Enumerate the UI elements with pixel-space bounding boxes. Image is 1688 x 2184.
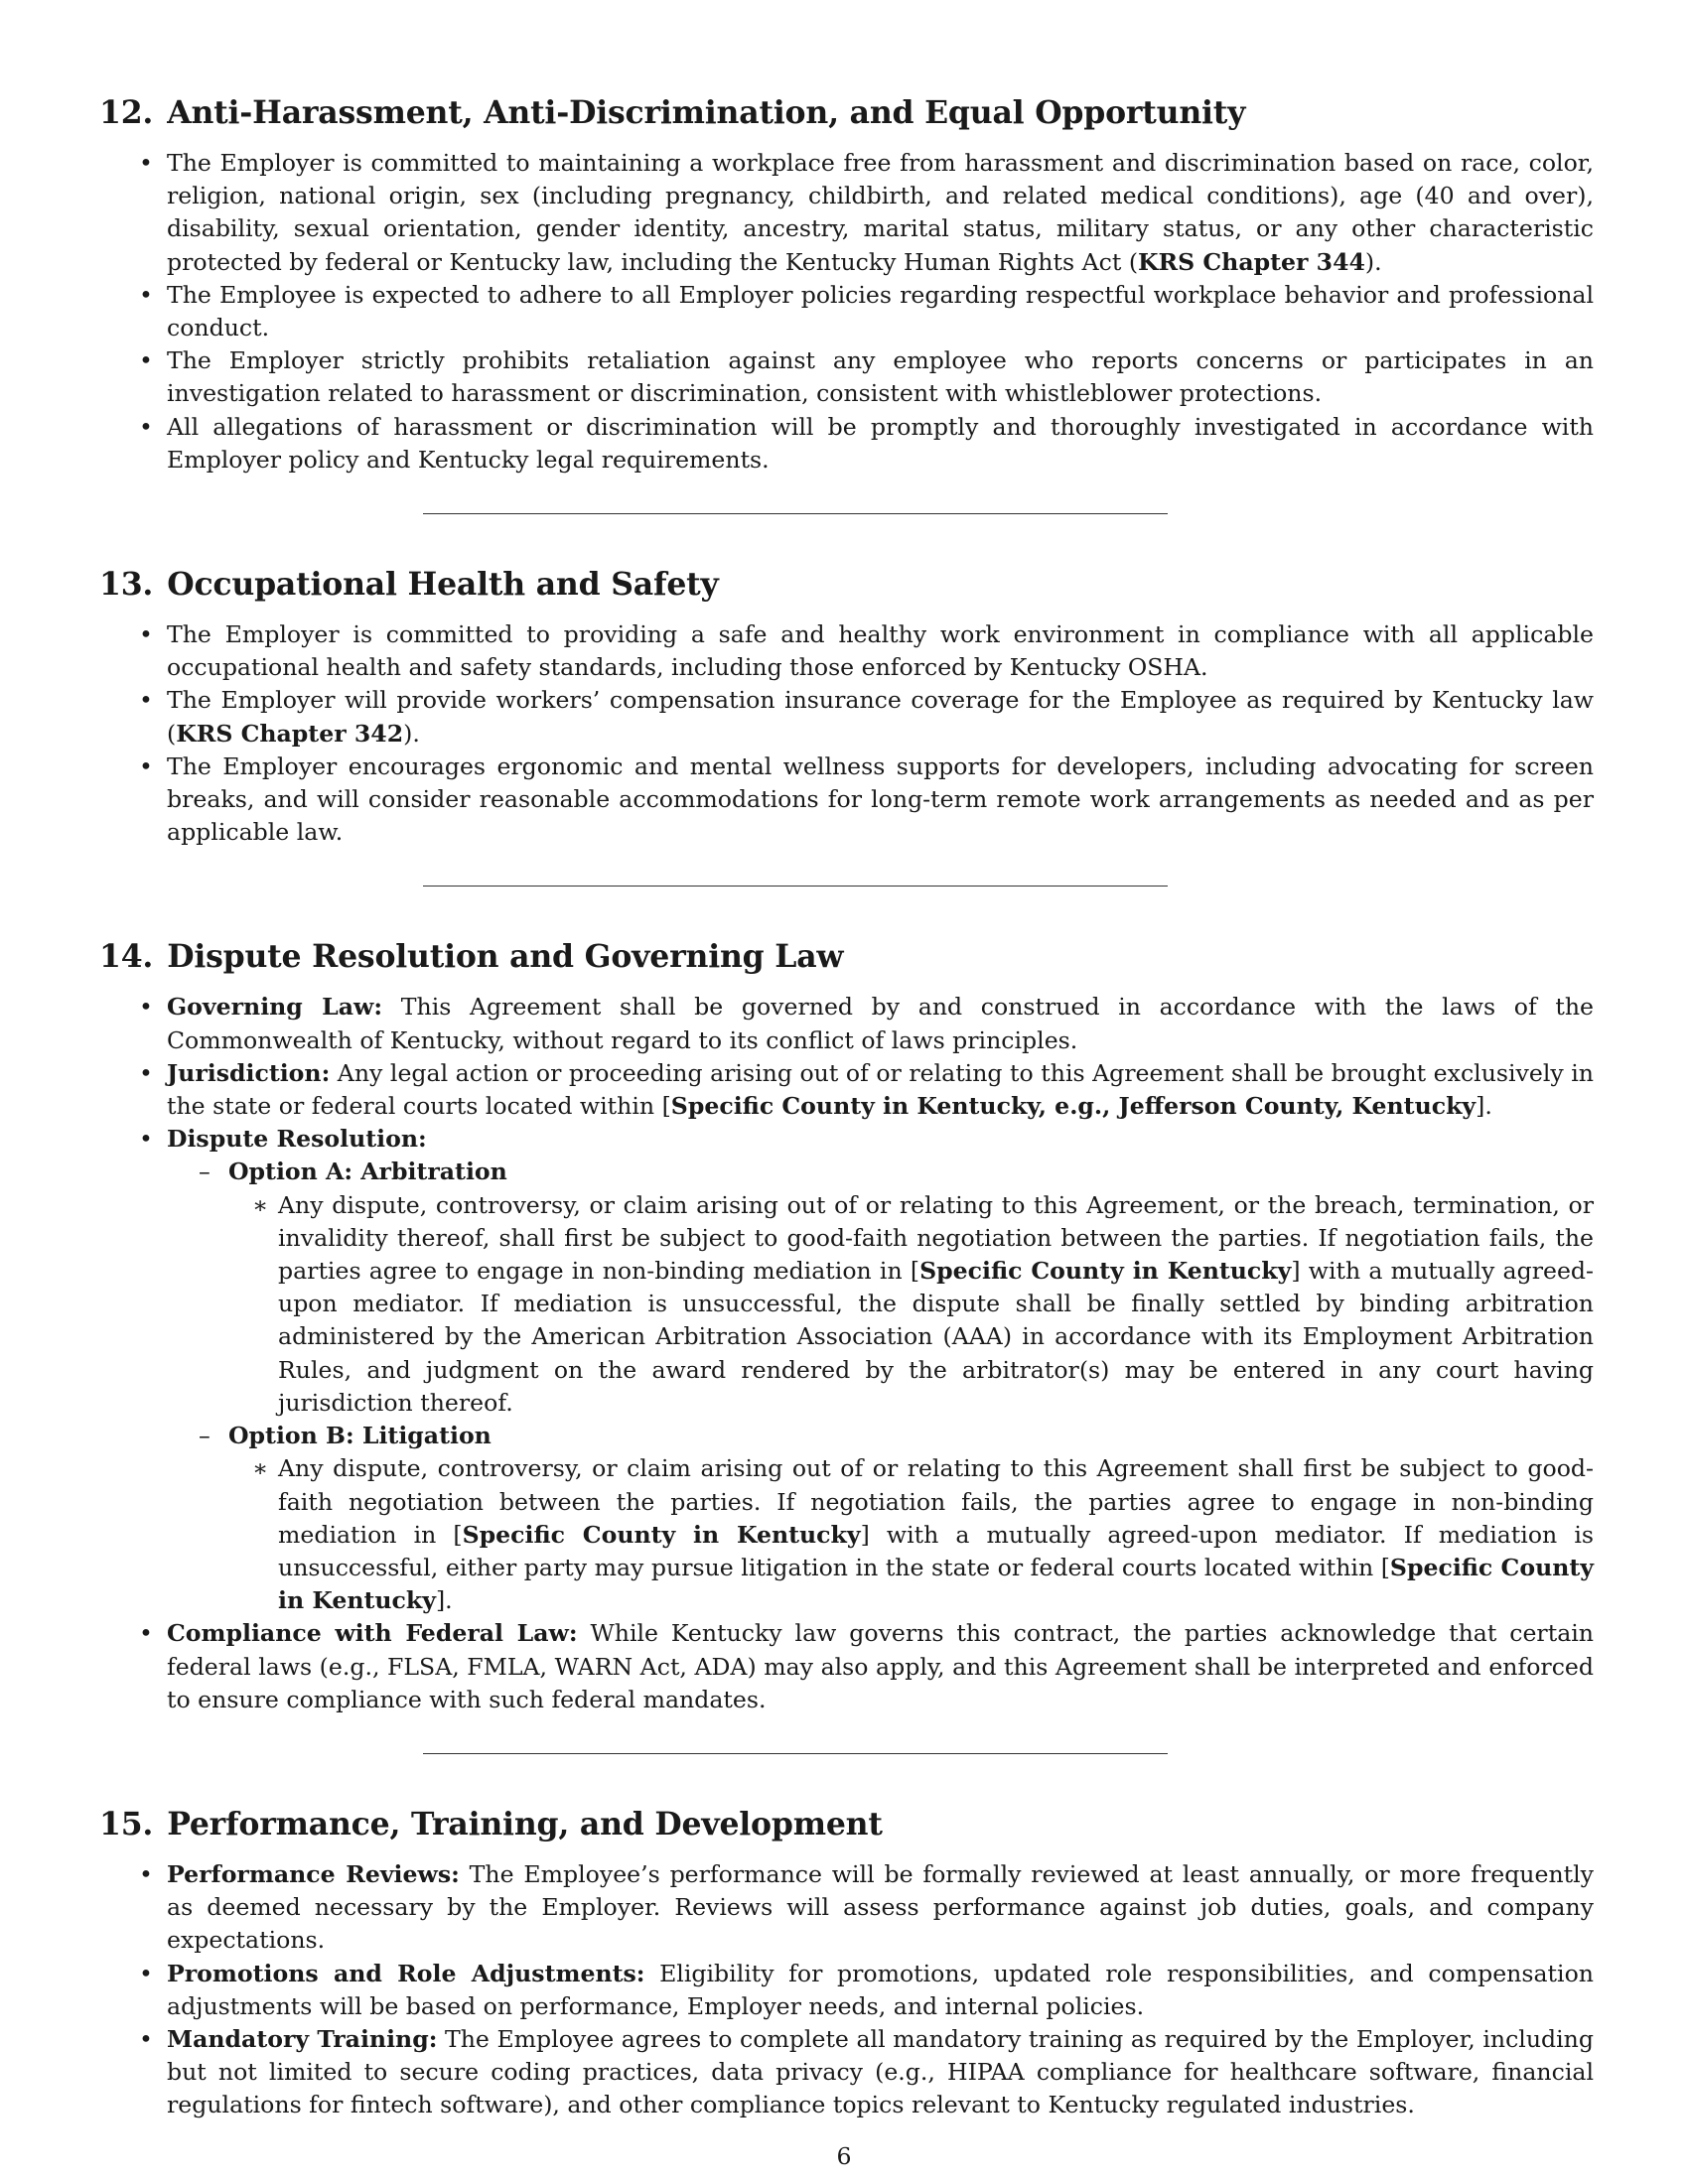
sub-list-item — [167, 1156, 1594, 1420]
section-title: Anti-Harassment, Anti-Discrimination, and Equal Opportunity — [167, 94, 1246, 131]
list-item — [99, 279, 1594, 344]
section-number: 13. — [99, 566, 154, 604]
item-text: This Agreement shall be governed by and construed in accordance with the laws of the Commonwealth of Kentucky, without regard to its conflict of laws principles. — [167, 993, 1594, 1054]
bullet-list — [99, 618, 1594, 849]
bullet-list — [99, 991, 1594, 1715]
sub-sub-list — [228, 1189, 1594, 1420]
section-divider — [423, 1753, 1168, 1754]
section-13 — [99, 565, 1594, 849]
item-text-end: ]. — [435, 1586, 453, 1615]
section-heading — [99, 565, 1594, 605]
section-title: Occupational Health and Safety — [167, 566, 719, 604]
item-label: Mandatory Training: — [167, 2024, 438, 2053]
section-divider — [423, 886, 1168, 887]
page-number: 6 — [836, 2142, 852, 2170]
statute-ref: KRS Chapter 342 — [176, 719, 404, 748]
list-item — [99, 147, 1594, 279]
section-number: 14. — [99, 938, 154, 976]
bullet-list — [99, 1858, 1594, 2122]
placeholder-county: Specific County in Kentucky — [919, 1257, 1292, 1286]
section-number: 12. — [99, 94, 154, 131]
option-label: Option B: Litigation — [228, 1422, 492, 1450]
item-text-end: ]. — [1476, 1092, 1492, 1121]
sub-sub-list-item — [228, 1189, 1594, 1420]
item-text: ] with a mutually agreed-upon mediator. If mediation is unsuccessful, either party may pursue litigation in the state or federal courts located within [ — [278, 1520, 1594, 1581]
item-text: The Employer is committed to providing a safe and healthy work environment in compliance with all applicable occupational health and safety standards, including those enforced by Kentucky OSHA. — [167, 620, 1594, 682]
list-item — [99, 344, 1594, 410]
item-text: The Employer encourages ergonomic and mental wellness supports for developers, including advocating for screen breaks, and will consider reasonable accommodations for long-term remote work arrangements as needed and as per applicable law. — [167, 751, 1594, 847]
bullet-list — [99, 147, 1594, 477]
item-text: The Employee agrees to complete all mandatory training as required by the Employer, including but not limited to secure coding practices, data privacy (e.g., HIPAA compliance for healthcare software, financial regulations for fintech software), and other compliance topics relevant to Kentucky regulated industries. — [167, 2024, 1594, 2119]
item-text: The Employee’s performance will be formally reviewed at least annually, or more frequently as deemed necessary by the Employer. Reviews will assess performance against job duties, goals, and company expectations. — [167, 1859, 1595, 1955]
sub-sub-list — [228, 1452, 1594, 1617]
section-heading — [99, 93, 1594, 133]
list-item — [99, 618, 1594, 684]
document-page — [99, 93, 1594, 2122]
list-item — [99, 751, 1594, 850]
item-text: While Kentucky law governs this contract, the parties acknowledge that certain federal laws (e.g., FLSA, FMLA, WARN Act, ADA) may also apply, and this Agreement shall be interpreted and enforced to ensure compliance with such federal mandates. — [167, 1619, 1594, 1713]
sub-list — [167, 1156, 1594, 1617]
item-text: ] with a mutually agreed-upon mediator. If mediation is unsuccessful, the dispute shall be finally settled by binding arbitration administered by the American Arbitration Association (AAA) in accordance with its Employment Arbitration Rules, and judgment on the award rendered by the arbitrator(s) may be entered in any court having jurisdiction thereof. — [278, 1257, 1594, 1417]
list-item — [99, 411, 1594, 477]
list-item — [99, 1617, 1594, 1716]
item-label: Dispute Resolution: — [167, 1125, 427, 1154]
section-title: Performance, Training, and Development — [167, 1805, 883, 1843]
list-item — [99, 1057, 1594, 1123]
section-15 — [99, 1805, 1594, 2122]
list-item — [99, 1858, 1594, 1958]
item-text: Any legal action or proceeding arising out of or relating to this Agreement shall be brought exclusively in the state or federal courts located within [ — [167, 1058, 1594, 1121]
section-heading — [99, 1805, 1594, 1844]
list-item — [99, 684, 1594, 750]
placeholder-county: Specific County in Kentucky — [278, 1553, 1594, 1615]
list-item — [99, 2023, 1594, 2122]
item-text: The Employee is expected to adhere to all Employer policies regarding respectful workplace behavior and professional conduct. — [167, 280, 1594, 342]
item-label: Promotions and Role Adjustments: — [167, 1959, 645, 1987]
item-text-end: ). — [403, 719, 420, 748]
item-label: Performance Reviews: — [167, 1859, 460, 1888]
section-divider — [423, 513, 1168, 514]
item-text: All allegations of harassment or discrimination will be promptly and thoroughly investigated in accordance with Employer policy and Kentucky legal requirements. — [167, 412, 1594, 474]
item-label: Jurisdiction: — [167, 1058, 331, 1087]
placeholder-county: Specific County in Kentucky, e.g., Jefferson County, Kentucky — [670, 1092, 1477, 1121]
list-item — [99, 1958, 1594, 2023]
item-text: Eligibility for promotions, updated role responsibilities, and compensation adjustments will be based on performance, Employer needs, and internal policies. — [167, 1959, 1594, 2020]
item-text: Any dispute, controversy, or claim arising out of or relating to this Agreement shall first be subject to good-faith negotiation between the parties. If negotiation fails, the parties agree to engage in non-binding mediation in [ — [278, 1454, 1594, 1549]
statute-ref: KRS Chapter 344 — [1138, 247, 1365, 276]
section-title: Dispute Resolution and Governing Law — [167, 938, 844, 976]
item-label: Compliance with Federal Law: — [167, 1619, 578, 1648]
placeholder-county: Specific County in Kentucky — [462, 1520, 861, 1549]
section-14 — [99, 937, 1594, 1715]
sub-sub-list-item — [228, 1452, 1594, 1617]
section-number: 15. — [99, 1805, 154, 1843]
list-item — [99, 1123, 1594, 1617]
section-heading — [99, 937, 1594, 977]
item-text: The Employer will provide workers’ compensation insurance coverage for the Employee as required by Kentucky law ( — [167, 686, 1594, 748]
list-item — [99, 991, 1594, 1056]
item-text: The Employer is committed to maintaining a workplace free from harassment and discrimination based on race, color, religion, national origin, sex (including pregnancy, childbirth, and related medical conditions), age (40 and over), disability, sexual orientation, gender identity, ancestry, marital status, military status, or any other characteristic protected by federal or Kentucky law, including the Kentucky Human Rights Act ( — [167, 149, 1594, 276]
section-12 — [99, 93, 1594, 477]
sub-list-item — [167, 1420, 1594, 1617]
item-text: The Employer strictly prohibits retaliation against any employee who reports concerns or participates in an investigation related to harassment or discrimination, consistent with whistleblower protections. — [167, 346, 1594, 408]
item-text: Any dispute, controversy, or claim arising out of or relating to this Agreement, or the breach, termination, or invalidity thereof, shall first be subject to good-faith negotiation between the parties. If negotiation fails, the parties agree to engage in non-binding mediation in [ — [278, 1190, 1594, 1286]
option-label: Option A: Arbitration — [228, 1158, 507, 1186]
item-text-end: ). — [1364, 247, 1382, 276]
item-label: Governing Law: — [167, 993, 383, 1022]
